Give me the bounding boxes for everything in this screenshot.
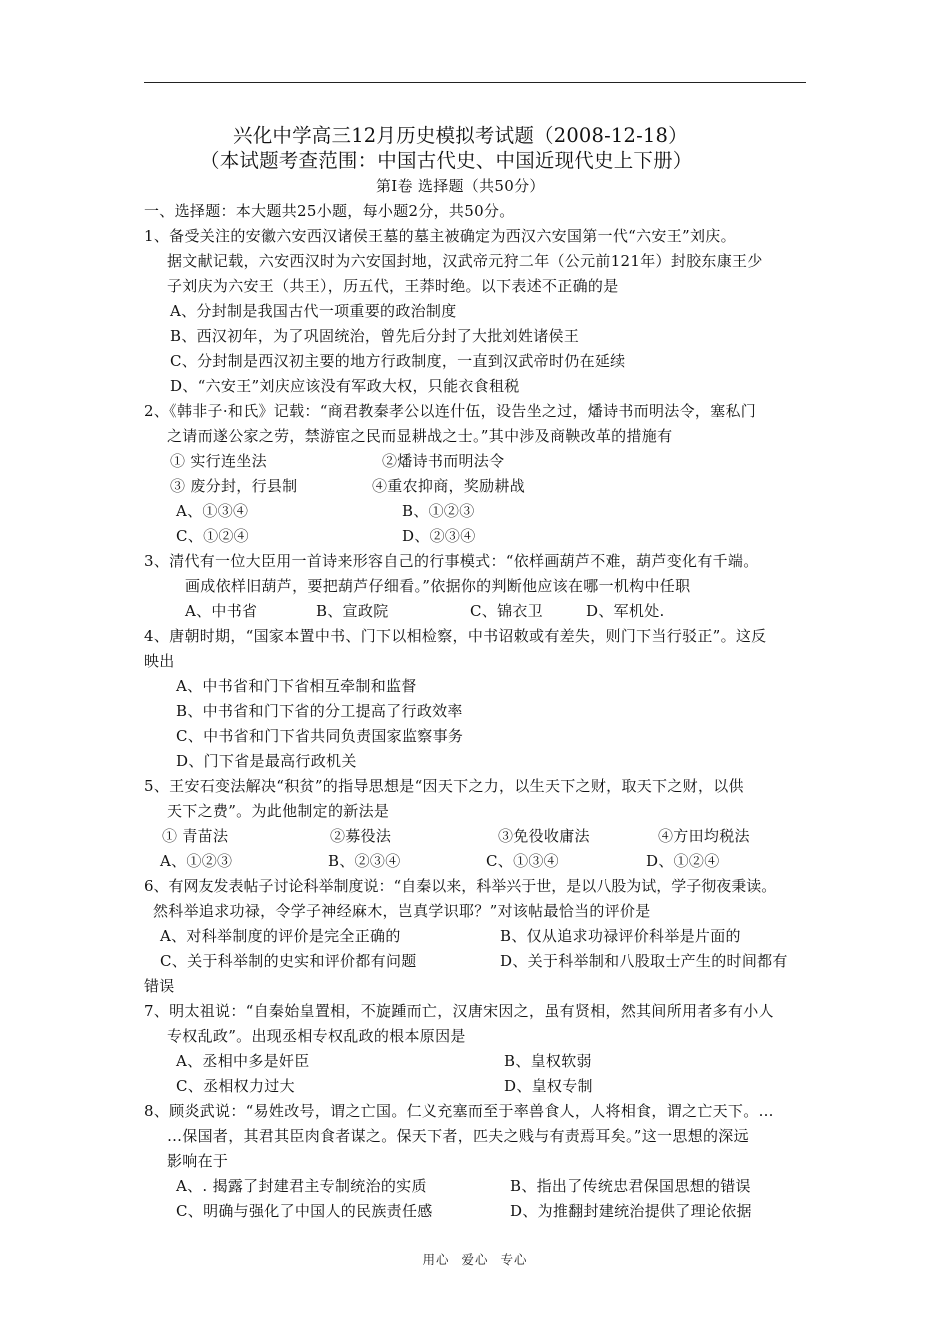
question-3-stem-line: 3、清代有一位大臣用一首诗来形容自己的行事模式：“依样画葫芦不难，葫芦变化有千端。 (144, 552, 759, 570)
question-8-option-c: C、明确与强化了中国人的民族责任感 (176, 1202, 433, 1220)
question-7-option-b: B、皇权软弱 (504, 1052, 592, 1070)
exam-scope: （本试题考查范围：中国古代史、中国近现代史上下册） (200, 149, 693, 172)
question-2-item-1: ① 实行连坐法 (170, 452, 267, 470)
footer-word: 用心 (422, 1252, 450, 1267)
question-1-option-a: A、分封制是我国古代一项重要的政治制度 (170, 302, 457, 320)
question-1-stem-line: 据文献记载，六安西汉时为六安国封地，汉武帝元狩二年（公元前121年）封胶东康王少 (167, 252, 763, 270)
exam-title: 兴化中学高三12月历史模拟考试题（2008-12-18） (233, 124, 688, 147)
question-8-stem-line: …保国者，其君其臣肉食者谋之。保天下者，匹夫之贱与有责焉耳矣。”这一思想的深远 (167, 1127, 749, 1145)
question-6-option-d: D、关于科举制和八股取士产生的时间都有 (500, 952, 788, 970)
question-2-stem-line: 2、《韩非子·和氏》记载：“商君教秦孝公以连什伍，设告坐之过，燔诗书而明法令，塞私门 (144, 402, 757, 420)
question-3-option-a: A、中书省 (185, 602, 258, 620)
question-7-option-a: A、丞相中多是奸臣 (176, 1052, 310, 1070)
question-1-option-d: D、“六安王”刘庆应该没有军政大权，只能衣食租税 (170, 377, 520, 395)
question-4-option-d: D、门下省是最高行政机关 (176, 752, 357, 770)
question-5-item-2: ②募役法 (330, 827, 392, 845)
question-4-option-c: C、中书省和门下省共同负责国家监察事务 (176, 727, 464, 745)
question-2-option-b: B、①②③ (402, 502, 475, 520)
question-2-stem-line: 之请而遂公家之劳，禁游宦之民而显耕战之士。”其中涉及商鞅改革的措施有 (167, 427, 673, 445)
question-3-option-c: C、锦衣卫 (470, 602, 543, 620)
question-6-option-a: A、对科举制度的评价是完全正确的 (160, 927, 401, 945)
question-6-tail: 错误 (144, 977, 175, 995)
question-2-option-d: D、②③④ (402, 527, 476, 545)
question-8-option-a: A、. 揭露了封建君主专制统治的实质 (176, 1177, 427, 1195)
question-4-stem-line: 映出 (144, 652, 175, 670)
question-5-stem-line: 天下之费”。为此他制定的新法是 (167, 802, 390, 820)
question-7-option-d: D、皇权专制 (504, 1077, 593, 1095)
question-6-stem-line: 然科举追求功禄，令学子神经麻木，岂真学识耶？”对该帖最恰当的评价是 (153, 902, 651, 920)
question-3-stem-line: 画成依样旧葫芦，要把葫芦仔细看。”依据你的判断他应该在哪一机构中任职 (185, 577, 691, 595)
question-1-stem-line: 子刘庆为六安王（共王），历五代，王莽时绝。以下表述不正确的是 (167, 277, 619, 295)
question-6-option-b: B、仅从追求功禄评价科举是片面的 (500, 927, 741, 945)
page-footer (0, 1250, 950, 1268)
footer-word: 专心 (500, 1252, 528, 1267)
question-5-option-a: A、①②③ (160, 852, 233, 870)
question-8-option-d: D、为推翻封建统治提供了理论依据 (510, 1202, 752, 1220)
question-4-stem-line: 4、唐朝时期，“国家本置中书、门下以相检察，中书诏敕或有差失，则门下当行驳正”。这反 (144, 627, 767, 645)
question-5-stem-line: 5、王安石变法解决“积贫”的指导思想是“因天下之力，以生天下之财，取天下之财，以供 (144, 777, 744, 795)
question-7-stem-line: 专权乱政”。出现丞相专权乱政的根本原因是 (167, 1027, 466, 1045)
question-2-item-3: ③ 废分封，行县制 (170, 477, 298, 495)
question-6-option-c: C、关于科举制的史实和评价都有问题 (160, 952, 417, 970)
question-2-option-c: C、①②④ (176, 527, 249, 545)
question-3-option-b: B、宣政院 (316, 602, 389, 620)
question-5-option-b: B、②③④ (328, 852, 401, 870)
question-7-stem-line: 7、明太祖说：“自秦始皇置相，不旋踵而亡，汉唐宋因之，虽有贤相，然其间所用者多有小人 (144, 1002, 774, 1020)
section-heading: 一、选择题：本大题共25小题，每小题2分，共50分。 (144, 202, 515, 220)
question-5-item-1: ① 青苗法 (162, 827, 229, 845)
question-3-option-d: D、军机处. (586, 602, 665, 620)
question-1-option-c: C、分封制是西汉初主要的地方行政制度，一直到汉武帝时仍在延续 (170, 352, 626, 370)
question-2-item-2: ②燔诗书而明法令 (382, 452, 505, 470)
question-6-stem-line: 6、有网友发表帖子讨论科举制度说：“自秦以来，科举兴于世，是以八股为试，学子彻夜秉读。 (144, 877, 777, 895)
question-1-stem-line: 1、备受关注的安徽六安西汉诸侯王墓的墓主被确定为西汉六安国第一代“六安王”刘庆。 (144, 227, 736, 245)
question-5-option-d: D、①②④ (646, 852, 720, 870)
question-8-stem-line: 8、顾炎武说：“易姓改号，谓之亡国。仁义充塞而至于率兽食人，人将相食，谓之亡天下。… (144, 1102, 774, 1120)
question-1-option-b: B、西汉初年，为了巩固统治，曾先后分封了大批刘姓诸侯王 (170, 327, 580, 345)
question-4-option-b: B、中书省和门下省的分工提高了行政效率 (176, 702, 463, 720)
footer-word: 爱心 (461, 1252, 489, 1267)
question-4-option-a: A、中书省和门下省相互牵制和监督 (176, 677, 417, 695)
question-8-option-b: B、指出了传统忠君保国思想的错误 (510, 1177, 751, 1195)
question-5-option-c: C、①③④ (486, 852, 559, 870)
part-title: 第Ⅰ卷 选择题（共50分） (376, 177, 545, 195)
header-rule (144, 82, 806, 83)
question-8-stem-line: 影响在于 (167, 1152, 229, 1170)
question-5-item-3: ③免役收庸法 (498, 827, 590, 845)
question-7-option-c: C、丞相权力过大 (176, 1077, 295, 1095)
question-5-item-4: ④方田均税法 (658, 827, 750, 845)
question-2-item-4: ④重农抑商，奖励耕战 (372, 477, 526, 495)
question-2-option-a: A、①③④ (176, 502, 249, 520)
